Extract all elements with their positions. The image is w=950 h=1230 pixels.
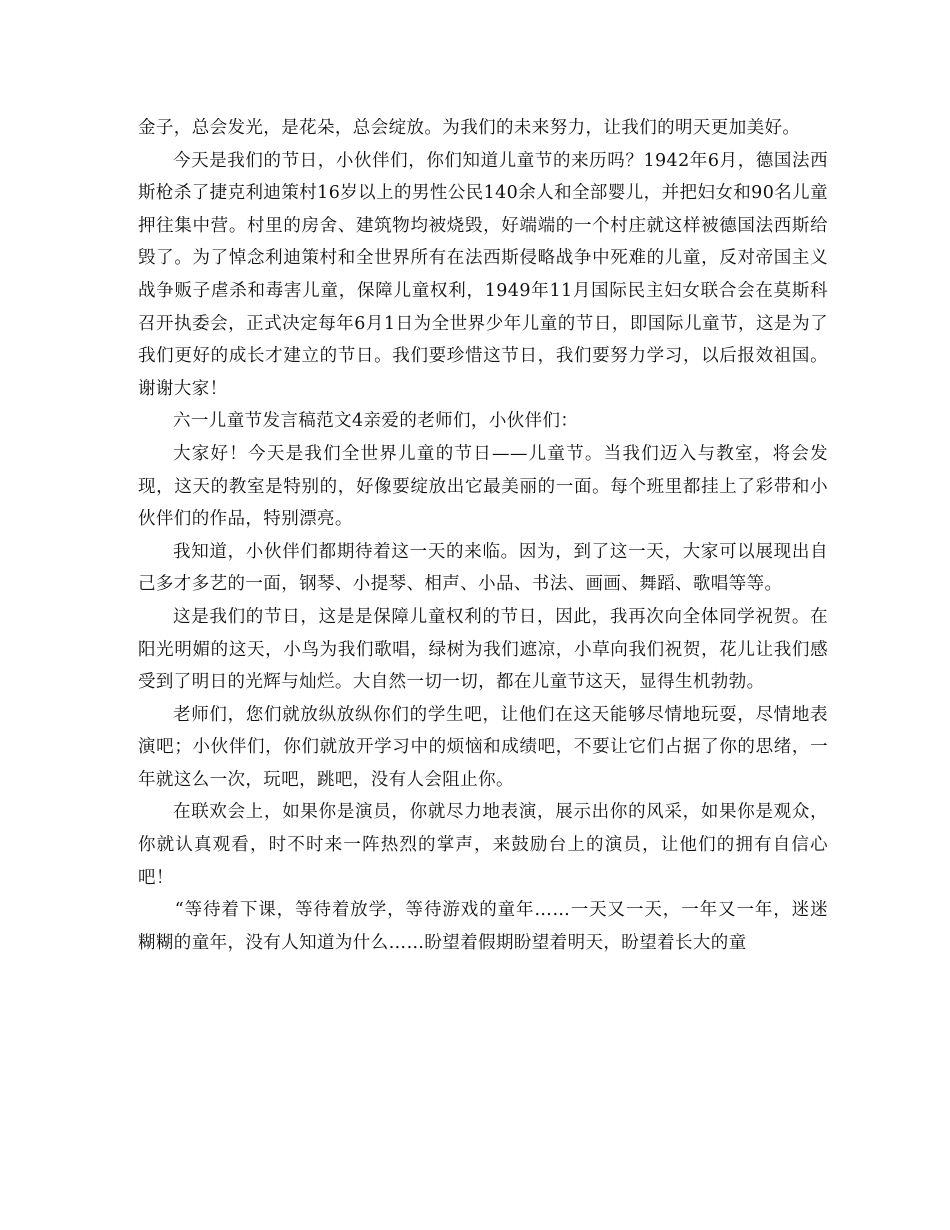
- paragraph: 这是我们的节日，这是是保障儿童权利的节日，因此，我再次向全体同学祝贺。在阳光明媚的这天，小鸟为我们歌唱，绿树为我们遮凉，小草向我们祝贺，花儿让我们感受到了明日的光辉与灿烂。大自然一切一切，都在儿童节这天，显得生机勃勃。: [138, 606, 828, 693]
- paragraph: 金子，总会发光，是花朵，总会绽放。为我们的未来努力，让我们的明天更加美好。: [138, 118, 801, 138]
- paragraph: “等待着下课，等待着放学，等待游戏的童年……一天又一天，一年又一年，迷迷糊糊的童年，没有人知道为什么……盼望着假期盼望着明天，盼望着长大的童: [138, 900, 828, 953]
- document-body: [138, 112, 828, 959]
- paragraph: 我知道，小伙伴们都期待着这一天的来临。因为，到了这一天，大家可以展现出自己多才多艺的一面，钢琴、小提琴、相声、小品、书法、画画、舞蹈、歌唱等等。: [138, 541, 828, 595]
- paragraph: 六一儿童节发言稿范文4亲爱的老师们，小伙伴们：: [173, 411, 579, 432]
- paragraph: 老师们，您们就放纵放纵你们的学生吧，让他们在这天能够尽情地玩耍，尽情地表演吧；小伙伴们，你们就放开学习中的烦恼和成绩吧，不要让它们占据了你的思绪，一年就这么一次，玩吧，跳吧，没有人会阻止你。: [138, 704, 828, 790]
- paragraph: 大家好！今天是我们全世界儿童的节日——儿童节。当我们迈入与教室，将会发现，这天的教室是特别的，好像要绽放出它最美丽的一面。每个班里都挂上了彩带和小伙伴们的作品，特别漂亮。: [138, 443, 828, 530]
- paragraph: 在联欢会上，如果你是演员，你就尽力地表演，展示出你的风采，如果你是观众，你就认真观看，时不时来一阵热烈的掌声，来鼓励台上的演员，让他们的拥有自信心吧！: [138, 802, 828, 888]
- paragraph: 今天是我们的节日，小伙伴们，你们知道儿童节的来历吗？1942年6月，德国法西斯枪杀了捷克利迪策村16岁以上的男性公民140余人和全部婴儿，并把妇女和90名儿童押往集中营。村里的房舍、建筑物均被烧毁，好端端的一个村庄就这样被德国法西斯给毁了。为了悼念利迪策村和全世界所有在法西斯侵略战争中死难的儿童，反对帝国主义战争贩子虐杀和毒害儿童，保障儿童权利，1949年11月国际民主妇女联合会在莫斯科召开执委会，正式决定每年6月1日为全世界少年儿童的节日，即国际儿童节，这是为了我们更好的成长才建立的节日。我们要珍惜这节日，我们要努力学习，以后报效祖国。谢谢大家！: [138, 150, 828, 399]
